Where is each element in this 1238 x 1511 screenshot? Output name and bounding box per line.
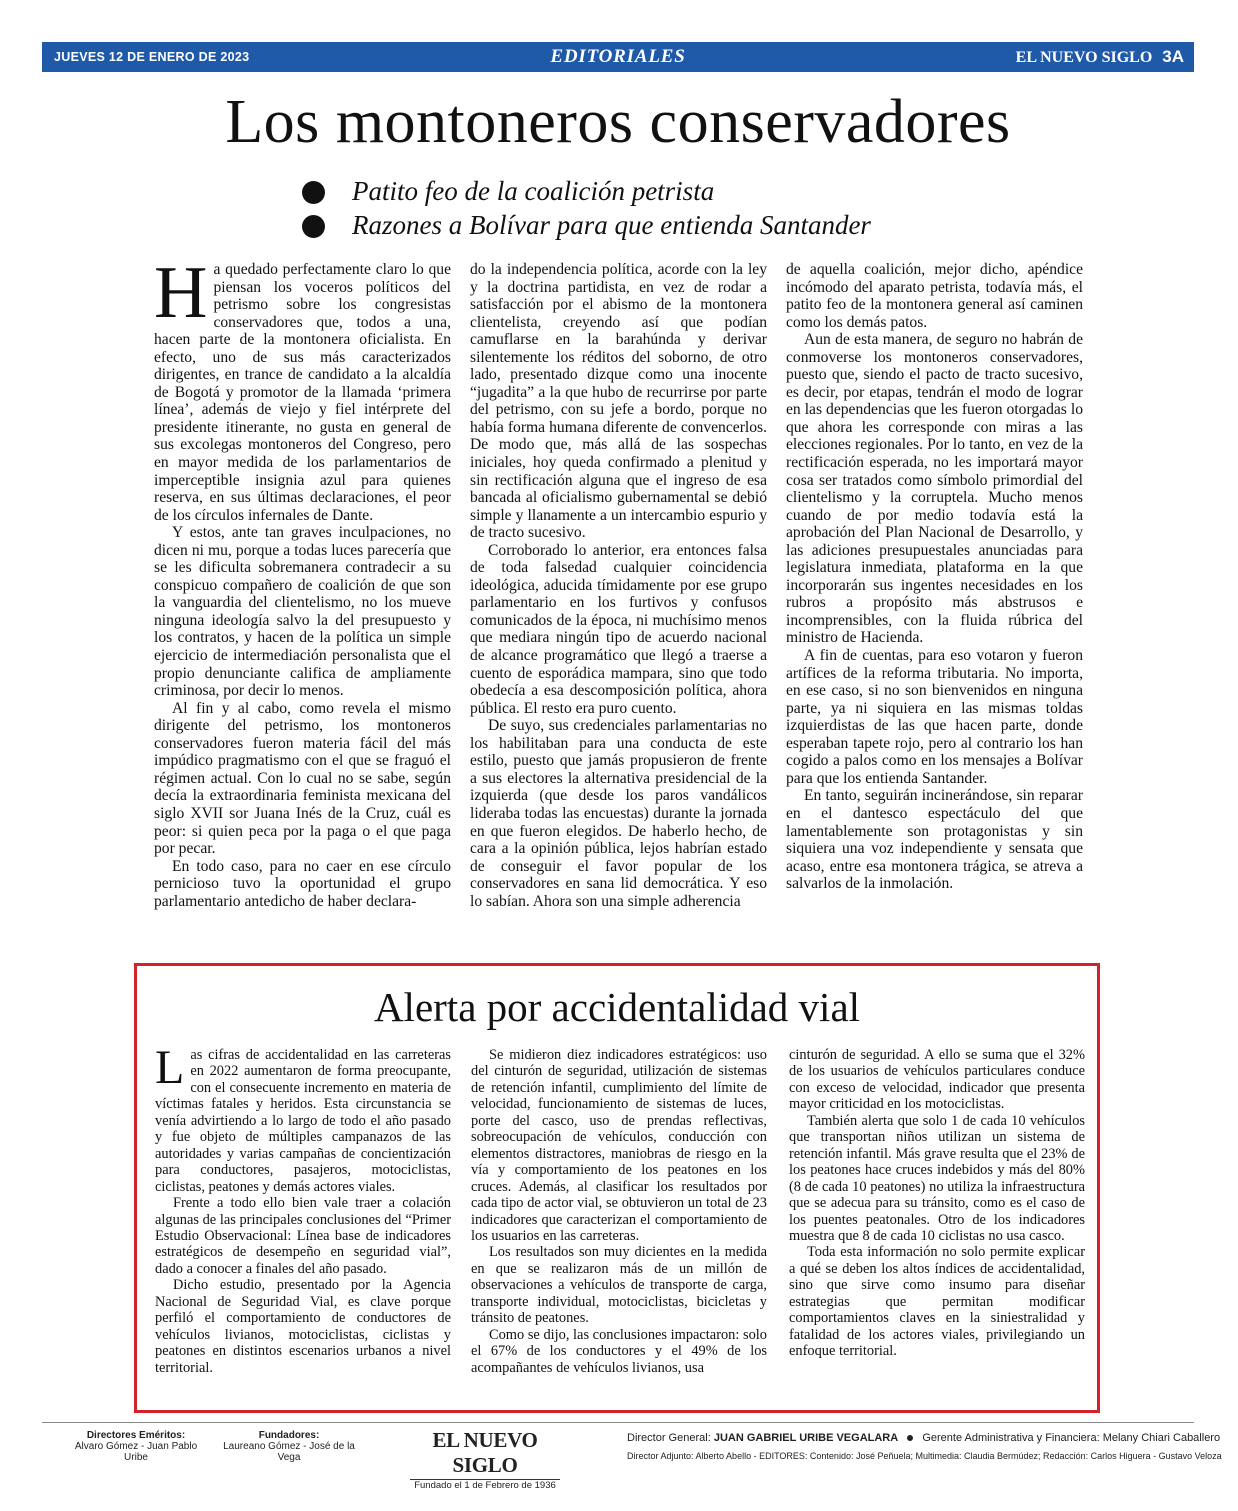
founders-names: Laureano Gómez - José de la Vega (223, 1441, 355, 1463)
founded-date: Fundado el 1 de Febrero de 1936 (410, 1479, 560, 1491)
paragraph: Las cifras de accidentalidad en las carreteras en 2022 aumentaron de forma preocupante, con el consecuente incremento en materia de víctimas fatales y heridos. Esta circunstancia se venía advirtiendo a lo largo de todo el año pasado y fue objeto de múltiples campanazos de las autoridades y varias campañas de concientización para conductores, pasajeros, motociclistas, ciclistas, peatones y demás actores viales. (155, 1041, 451, 1195)
paragraph: En tanto, seguirán incinerándose, sin reparar en el dantesco espectáculo del que lamentablemente son protagonistas y sin siquiera una voz independiente y sensata que acaso, entre esa montonera trágica, se atreva a salvarlos de la inmolación. (786, 787, 1083, 893)
editorial-column-1 (154, 252, 451, 910)
editorial-title: Los montoneros conservadores (225, 88, 1011, 156)
section-title: EDITORIALES (550, 46, 686, 67)
directors-label: Directores Eméritos: (86, 1430, 186, 1441)
paragraph: A fin de cuentas, para eso votaron y fueron artífices de la reforma tributaria. No importa, en ese caso, si no son bienvenidos en ninguna parte, ya ni siquiera en las mismas toldas izquierdistas de las que hacen parte, donde esperaban tapete rojo, pero al contrario los han cogido a palos como en los mensajes a Bolívar para que los entienda Santander. (786, 647, 1083, 787)
editorial-column-1 (155, 1041, 451, 1376)
paragraph: También alerta que solo 1 de cada 10 vehículos que transportan niños utilizan un sistema de retención infantil. Más grave resulta que el 23% de los peatones hace cruces indebidos y más del 80% (8 de cada 10 peatones) no utiliza la infraestructura que se adecua para su tránsito, como es el caso de los puentes peatonales. Otro de los indicadores muestra que 8 de cada 10 ciclistas no usa casco. (789, 1112, 1085, 1244)
paragraph: Como se dijo, las conclusiones impactaron: solo el 67% de los conductores y el 49% de los acompañantes de vehículos livianos, usa (471, 1326, 767, 1376)
paragraph: Se midieron diez indicadores estratégicos: uso del cinturón de seguridad, utilización de sistemas de retención infantil, cumplimiento del límite de velocidad, funcionamiento de sistemas de luces, porte del casco, uso de prendas reflectivas, sobreocupación de vehículos, conducción con elementos distractores, maniobras de riesgo en la vía y comportamiento de los peatones en los cruces. Además, al clasificar los resultados por cada tipo de actor vial, se obtuvieron un total de 23 indicadores que caracterizan el comportamiento de los usuarios en las carreteras. (471, 1047, 767, 1244)
editorial-title: Alerta por accidentalidad vial (373, 984, 861, 1030)
paragraph: Aun de esta manera, de seguro no habrán de conmoverse los montoneros conservadores, puesto que, siendo el pacto de tracto sucesivo, es decir, por etapas, tendrán el modo de lograr en las dependencias que les fueron otorgadas lo que ahora les corresponde con miras a las elecciones regionales. Por lo tanto, en vez de la rectificación esperada, no les importará mayor cosa ser tratados como símbolo primordial del clientelismo y la corruptela. Mucho menos cuando de por medio todavía está la aprobación del Plan Nacional de Desarrollo, y las adiciones presupuestales anunciadas para legislatura inmediata, plataforma en la que incorporarán sus ingentes necesidades en los rubros a propósito más abstrusos e incomprensibles, con la fluida rúbrica del ministro de Hacienda. (786, 331, 1083, 647)
separator-dot-icon (907, 1435, 913, 1441)
page-number: 3A (1162, 47, 1184, 66)
editorial-subheads (302, 174, 1022, 242)
paragraph: En todo caso, para no caer en ese círculo pernicioso tuvo la oportunidad el grupo parlamentario antedicho de haber declara- (154, 857, 451, 910)
staff-line-2: Director Adjunto: Alberto Abello - EDITORES: Contenido: José Peñuela; Multimedia: Claudia Bermúdez; Redacción: Carlos Higuera - Gustavo Veloza (627, 1451, 1222, 1461)
staff-line-1 (627, 1432, 1221, 1444)
director-general-name: JUAN GABRIEL URIBE VEGALARA (713, 1432, 899, 1444)
paragraph: Ha quedado perfectamente claro lo que piensan los voceros políticos del petrismo sobre los congresistas conservadores que, todos a una, hacen parte de la montonera oficialista. En efecto, uno de sus más caracterizados dirigentes, en trance de candidato a la alcaldía de Bogotá y promotor de la llamada ‘primera línea’, además de viejo y fiel intérprete del presidente itinerante, no gusta en general de sus excolegas montoneros del Congreso, pero en mayor medida de los parlamentarios de imperceptible insignia azul para quienes reserva, en sus últimas declaraciones, el peor de los círculos infernales de Dante. (154, 252, 451, 524)
paragraph: Frente a todo ello bien vale traer a colación algunas de las principales conclusiones del “Primer Estudio Observacional: Línea base de indicadores estratégicos de desempeño en seguridad vial”, dado a conocer a finales del año pasado. (155, 1195, 451, 1277)
subhead-text: Patito feo de la coalición petrista (352, 176, 715, 206)
subhead-text: Razones a Bolívar para que entienda Santander (352, 210, 871, 240)
editorial-column-2 (471, 1047, 767, 1376)
subhead-item (302, 174, 1022, 208)
staff-credits-block (627, 1432, 1222, 1461)
paragraph: de aquella coalición, mejor dicho, apéndice incómodo del aparato petrista, todavía más, el patito feo de la montonera general así caminen como los demás patos. (786, 261, 1083, 331)
paragraph: Al fin y al cabo, como revela el mismo dirigente del petrismo, los montoneros conservadores fueron materia fácil del más impúdico pragmatismo con el que se fraguó el régimen actual. Con lo cual no se sabe, según decía la extraordinaria feminista mexicana del siglo XVII sor Juana Inés de la Cruz, cuál es peor: si quien peca por la paga o el que paga por pecar. (154, 699, 451, 858)
header-paper-name: EL NUEVO SIGLO (1015, 49, 1153, 66)
paragraph: Y estos, ante tan graves inculpaciones, no dicen ni mu, porque a todas luces parecería que se les dificulta sobremanera contradecir a su conspicuo compañero de coalición de que son la vanguardia del clientelismo, no los mueve ninguna ideología salvo la del presupuesto y los contratos, y hacen de la política un simple ejercicio de intermediación personalista que el propio denunciante califica de ampliamente criminosa, por decir lo menos. (154, 524, 451, 700)
highlighted-editorial-box (134, 963, 1100, 1413)
newspaper-logo: EL NUEVO SIGLO (432, 1428, 538, 1477)
bullet-icon (302, 215, 325, 238)
header-right (1016, 47, 1184, 67)
founders-label: Fundadores: (258, 1430, 320, 1441)
dropcap: L (155, 1041, 185, 1094)
paragraph: Dicho estudio, presentado por la Agencia Nacional de Seguridad Vial, es clave porque perfiló el comportamiento de conductores de vehículos livianos, motociclistas, ciclistas y peatones en distintos escenarios urbanos a nivel territorial. (155, 1277, 451, 1376)
header-bar (42, 42, 1194, 72)
paragraph: do la independencia política, acorde con la ley y la doctrina partidista, en vez de rodar a satisfacción por el abismo de la montonera clientelista, creyendo así que podían camuflarse en la barahúnda y derivar silentemente los réditos del soborno, de otro lado, presentado dizque como una inocente “jugadita” a la que hubo de recurrirse por parte del petrismo, con su jefe a bordo, porque no había forma humana diferente de convencerlos. De modo que, más allá de las sospechas iniciales, hoy queda confirmado a plenitud y sin rectificación alguna que el ingreso de esa bancada al oficialismo gubernamental se debió simple y llanamente a un intercambio espurio y de tracto sucesivo. (470, 261, 767, 542)
gerente-name: Melany Chiari Caballero (1102, 1432, 1221, 1444)
subhead-item (302, 208, 1022, 242)
footer-divider (42, 1422, 1194, 1423)
directors-block (66, 1430, 206, 1463)
paragraph: Toda esta información no solo permite explicar a qué se deben los altos índices de accidentalidad, sino que sirve como insumo para diseñar estrategias que permitan modificar comportamientos claves en la siniestralidad y fatalidad de los actores viales, privilegiando un enfoque territorial. (789, 1244, 1085, 1360)
masthead-logo-block (410, 1428, 560, 1491)
founders-block (214, 1430, 364, 1463)
editorial-column-2 (470, 261, 767, 910)
paragraph: De suyo, sus credenciales parlamentarias no los habilitaban para una conducta de este estilo, puesto que jamás propusieron de frente a sus electores la alternativa presidencial de la izquierda (que desde los paros vandálicos lideraba todas las encuestas) durante la jornada en que fueron elegidos. De haberlo hecho, de cara a la opinión pública, lejos habrían estado de conseguir el favor popular de los conservadores en sana lid democrática. Y eso lo sabían. Ahora son una simple adherencia (470, 717, 767, 910)
paragraph: cinturón de seguridad. A ello se suma que el 32% de los usuarios de vehículos particulares conduce con exceso de velocidad, indicador que presenta mayor criticidad en los motociclistas. (789, 1047, 1085, 1113)
header-date: JUEVES 12 DE ENERO DE 2023 (54, 50, 250, 64)
gerente-label: Gerente Administrativa y Financiera: (922, 1432, 1100, 1444)
paragraph: Corroborado lo anterior, era entonces falsa de toda falsedad cualquier coincidencia ideológica, aducida tímidamente por ese grupo parlamentario en los furtivos y confusos comunicados de la época, ni muchísimo menos que mediara ningún tipo de acuerdo nacional de alcance programático que llegó a traerse a cuento de esporádica mampara, sino que todo obedecía a esa descomposición política, ahora pública. El resto era puro cuento. (470, 541, 767, 717)
editorial-column-3 (786, 261, 1083, 893)
editorial-column-3 (789, 1047, 1085, 1360)
paragraph: Los resultados son muy dicientes en la medida en que se realizaron más de un millón de observaciones a vehículos de transporte de carga, transporte individual, motociclistas, bicicletas y tránsito de peatones. (471, 1244, 767, 1327)
directors-names: Alvaro Gómez - Juan Pablo Uribe (74, 1441, 198, 1463)
director-general-label: Director General: (627, 1432, 711, 1444)
dropcap: H (154, 252, 208, 334)
bullet-icon (302, 181, 325, 204)
